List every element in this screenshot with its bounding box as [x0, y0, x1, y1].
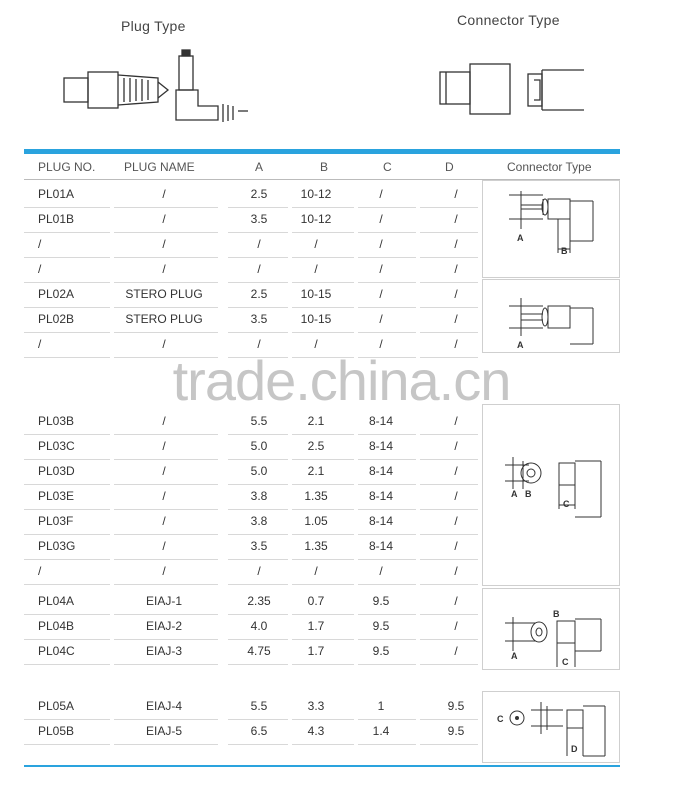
connector-diagram-group-1 [482, 180, 620, 278]
cell-plug-name: / [162, 464, 166, 478]
cell-d: / [454, 514, 458, 528]
cell-plug-name: / [162, 237, 166, 251]
cell-b: / [314, 564, 318, 578]
cell-d: / [454, 237, 458, 251]
cell-plug-name: EIAJ-3 [145, 644, 182, 658]
row-separator [114, 584, 218, 585]
cell-c: 8-14 [368, 464, 394, 478]
cell-d: / [454, 594, 458, 608]
table-top-rule [24, 149, 620, 154]
column-header-plug-name: PLUG NAME [124, 160, 195, 174]
cell-c: 8-14 [368, 439, 394, 453]
cell-a: 6.5 [250, 724, 268, 738]
connector-diagram-5 [483, 692, 619, 762]
cell-plug-no: PL05A [38, 699, 75, 713]
row-separator [292, 584, 354, 585]
cell-d: / [454, 187, 458, 201]
row-separator [292, 664, 354, 665]
cell-plug-name: EIAJ-5 [145, 724, 182, 738]
cell-d: / [454, 619, 458, 633]
connector-diagram-group-5 [482, 691, 620, 763]
cell-plug-name: / [162, 514, 166, 528]
cell-a: 4.0 [250, 619, 268, 633]
cell-c: 8-14 [368, 539, 394, 553]
table-bottom-rule [24, 765, 620, 767]
cell-plug-name: / [162, 539, 166, 553]
column-header-connector-type: Connector Type [507, 160, 592, 174]
cell-b: 1.7 [307, 644, 325, 658]
cell-a: 2.5 [250, 287, 268, 301]
cell-plug-no: PL03E [38, 489, 75, 503]
diagram-4-label-c: C [562, 657, 569, 667]
column-header-b: B [320, 160, 329, 174]
cell-b: / [314, 262, 318, 276]
cell-a: 2.5 [250, 187, 268, 201]
cell-b: 2.1 [307, 464, 325, 478]
cell-plug-no: PL02A [38, 287, 75, 301]
cell-plug-name: STERO PLUG [125, 312, 203, 326]
connector-type-illustration [434, 58, 604, 118]
cell-d: / [454, 312, 458, 326]
connector-diagram-3 [483, 405, 619, 585]
diagram-5-label-c: C [497, 714, 504, 724]
column-header-c: C [383, 160, 392, 174]
cell-a: 5.0 [250, 439, 268, 453]
connector-diagram-group-2 [482, 279, 620, 353]
cell-plug-no: PL02B [38, 312, 75, 326]
cell-plug-name: / [162, 489, 166, 503]
cell-plug-name: / [162, 337, 166, 351]
row-separator [114, 664, 218, 665]
cell-c: / [379, 287, 383, 301]
cell-d: / [454, 539, 458, 553]
cell-plug-no: PL01B [38, 212, 75, 226]
cell-c: / [379, 262, 383, 276]
cell-c: / [379, 564, 383, 578]
cell-plug-no: PL03C [38, 439, 75, 453]
cell-c: / [379, 212, 383, 226]
cell-d: / [454, 287, 458, 301]
cell-b: 1.35 [304, 539, 328, 553]
cell-d: / [454, 489, 458, 503]
cell-plug-no: / [38, 237, 42, 251]
plug-type-illustration [58, 48, 258, 128]
connector-diagram-4 [483, 589, 619, 669]
cell-d: 9.5 [447, 699, 465, 713]
diagram-3-label-b: B [525, 489, 532, 499]
cell-plug-name: / [162, 187, 166, 201]
cell-b: 0.7 [307, 594, 325, 608]
cell-a: 3.8 [250, 514, 268, 528]
cell-d: / [454, 337, 458, 351]
cell-a: / [257, 564, 261, 578]
cell-plug-no: PL03D [38, 464, 75, 478]
cell-d: / [454, 414, 458, 428]
plug-type-title: Plug Type [121, 18, 186, 34]
cell-plug-name: EIAJ-2 [145, 619, 182, 633]
cell-d: / [454, 439, 458, 453]
cell-plug-no: PL03F [38, 514, 74, 528]
cell-a: 5.5 [250, 699, 268, 713]
cell-b: 10-15 [300, 312, 332, 326]
diagram-3-label-a: A [511, 489, 518, 499]
diagram-3-label-c: C [563, 499, 570, 509]
row-separator [420, 664, 478, 665]
row-separator [24, 664, 110, 665]
row-separator [228, 584, 288, 585]
cell-b: 10-15 [300, 287, 332, 301]
cell-b: 1.05 [304, 514, 328, 528]
cell-b: / [314, 337, 318, 351]
cell-b: 2.1 [307, 414, 325, 428]
diagram-5-label-d: D [571, 744, 578, 754]
row-separator [358, 744, 416, 745]
cell-a: 5.5 [250, 414, 268, 428]
cell-b: 3.3 [307, 699, 325, 713]
cell-b: 1.7 [307, 619, 325, 633]
row-separator [24, 584, 110, 585]
cell-d: / [454, 212, 458, 226]
cell-plug-name: STERO PLUG [125, 287, 203, 301]
connector-diagram-group-3 [482, 404, 620, 586]
cell-d: / [454, 262, 458, 276]
cell-plug-no: PL03B [38, 414, 75, 428]
cell-b: 4.3 [307, 724, 325, 738]
cell-b: 10-12 [300, 187, 332, 201]
connector-diagram-1 [483, 181, 619, 277]
cell-plug-name: EIAJ-1 [145, 594, 182, 608]
diagram-4-label-a: A [511, 651, 518, 661]
connector-diagram-2 [483, 280, 619, 352]
row-separator [24, 744, 110, 745]
diagram-4-label-b: B [553, 609, 560, 619]
cell-c: / [379, 312, 383, 326]
cell-plug-no: PL04A [38, 594, 75, 608]
cell-b: / [314, 237, 318, 251]
cell-plug-no: PL04C [38, 644, 75, 658]
cell-b: 1.35 [304, 489, 328, 503]
column-header-plug-no: PLUG NO. [38, 160, 96, 174]
cell-d: / [454, 564, 458, 578]
cell-c: 1.4 [372, 724, 390, 738]
cell-a: 2.35 [247, 594, 271, 608]
cell-c: 8-14 [368, 489, 394, 503]
cell-a: 3.5 [250, 539, 268, 553]
cell-a: / [257, 337, 261, 351]
cell-plug-no: / [38, 337, 42, 351]
row-separator [420, 744, 478, 745]
cell-a: / [257, 262, 261, 276]
cell-plug-no: / [38, 564, 42, 578]
cell-c: / [379, 187, 383, 201]
cell-plug-name: / [162, 212, 166, 226]
cell-a: 3.8 [250, 489, 268, 503]
cell-a: 3.5 [250, 312, 268, 326]
cell-c: 1 [377, 699, 385, 713]
cell-d: / [454, 644, 458, 658]
cell-plug-name: / [162, 262, 166, 276]
cell-d: / [454, 464, 458, 478]
cell-plug-no: / [38, 262, 42, 276]
cell-plug-no: PL05B [38, 724, 75, 738]
cell-plug-no: PL04B [38, 619, 75, 633]
row-separator [228, 664, 288, 665]
connector-diagram-group-4 [482, 588, 620, 670]
row-separator [420, 584, 478, 585]
cell-c: 9.5 [372, 619, 390, 633]
diagram-1-label-b: B [561, 246, 568, 256]
row-separator [358, 584, 416, 585]
column-header-a: A [255, 160, 264, 174]
connector-type-title: Connector Type [457, 12, 560, 28]
watermark: trade.china.cn [172, 349, 511, 412]
cell-d: 9.5 [447, 724, 465, 738]
row-separator [114, 744, 218, 745]
cell-a: 4.75 [247, 644, 271, 658]
cell-a: 3.5 [250, 212, 268, 226]
cell-c: / [379, 337, 383, 351]
cell-plug-no: PL03G [38, 539, 76, 553]
diagram-2-label-a: A [517, 340, 524, 350]
row-separator [228, 744, 288, 745]
cell-c: 8-14 [368, 514, 394, 528]
row-separator [358, 664, 416, 665]
cell-plug-name: / [162, 414, 166, 428]
cell-c: / [379, 237, 383, 251]
cell-plug-no: PL01A [38, 187, 75, 201]
cell-a: / [257, 237, 261, 251]
cell-plug-name: / [162, 564, 166, 578]
cell-a: 5.0 [250, 464, 268, 478]
cell-plug-name: / [162, 439, 166, 453]
cell-plug-name: EIAJ-4 [145, 699, 182, 713]
cell-b: 10-12 [300, 212, 332, 226]
diagram-1-label-a: A [517, 233, 524, 243]
column-header-d: D [445, 160, 454, 174]
row-separator [292, 744, 354, 745]
cell-c: 9.5 [372, 644, 390, 658]
cell-c: 8-14 [368, 414, 394, 428]
cell-c: 9.5 [372, 594, 390, 608]
cell-b: 2.5 [307, 439, 325, 453]
